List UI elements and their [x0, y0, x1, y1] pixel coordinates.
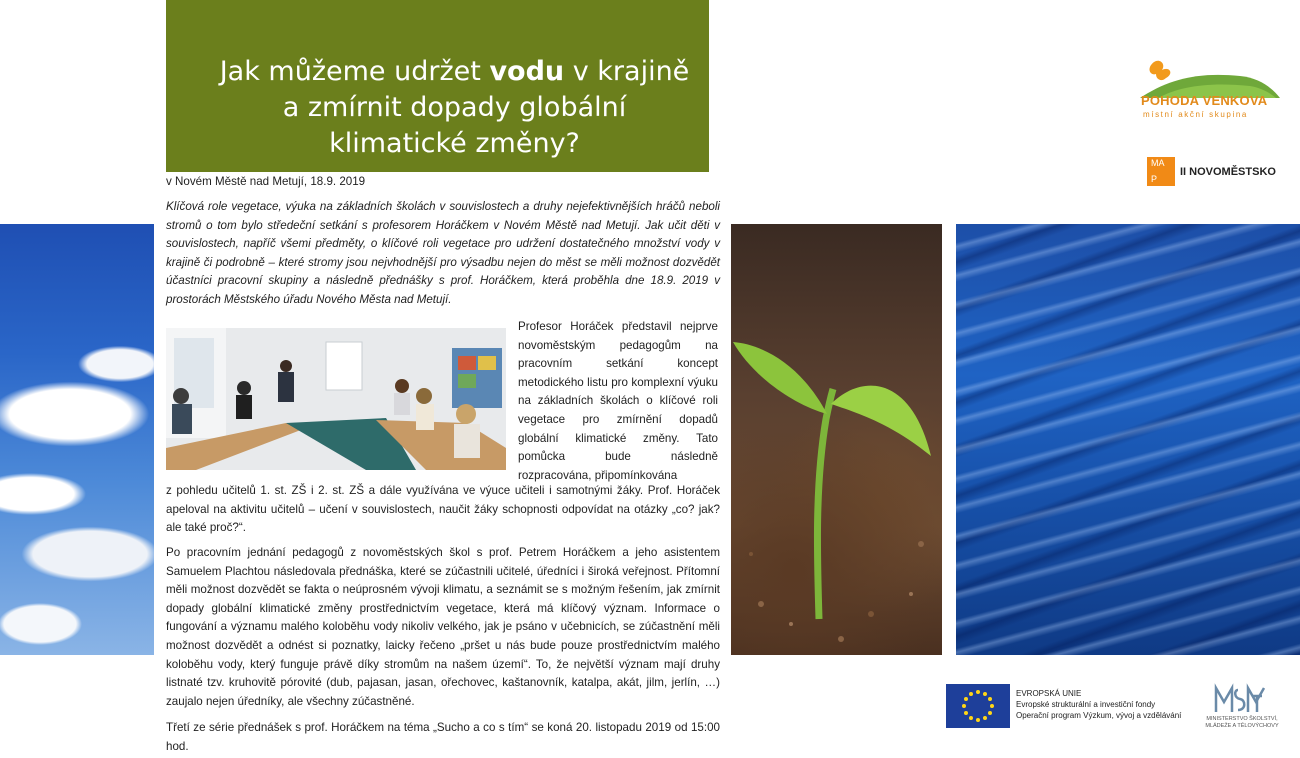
- pohoda-venkova-subtitle: místní akční skupina: [1143, 110, 1248, 119]
- map-logo-name: II NOVOMĚSTSKO: [1180, 166, 1276, 178]
- sprout-leaf-right: [831, 386, 931, 456]
- sprout-stem: [817, 389, 833, 619]
- soil-texture: [749, 541, 924, 642]
- paragraph-1-upper: Profesor Horáček představil nejprve novoměstským pedagogům na pracovním setkání koncept metodického listu pro komplexní výuku na základních školách o klíčové roli vegetace pro zmírnění dopadů globální klimatické změny. Tato pomůcka bude následně rozpracována, připomínkována: [518, 320, 718, 482]
- msmt-logo: [1206, 682, 1266, 716]
- eu-stars: [946, 684, 1010, 728]
- title-line2: a zmírnit dopady globální: [282, 92, 627, 123]
- water-photo: [956, 224, 1300, 655]
- intro-paragraph: Klíčová role vegetace, výuka na základních školách v souvislostech a druhy nejefektivnějších hráčů neboli stromů o tom bylo středeční setkání s profesorem Horáčkem v Novém Městě nad Metují. Jak učit děti v souvislostech, napříč všemi předměty, o klíčové roli vegetace pro udržení dostatečného množství vody v krajině či podrobně – které stromy jsou nejvhodnější pro výsadbu nejen do měst se měli možnost dozvědět účastníci pracovní skupiny a následně přednášky s prof. Horáčkem, která proběhla dne 18.9. 2019 v prostorách Městského úřadu Nového Města nad Metují.: [166, 200, 720, 306]
- paragraph-2: Po pracovním jednání pedagogů z novoměstských škol s prof. Petrem Horáčkem a jeho asistentem Samuelem Plachtou následovala přednáška, které se zúčastnili učitelé, úředníci i široká veřejnost. Přítomní měli možnost dozvědět se fakta o neúprosném vývoji klimatu, a seznámit se s možným řešením, jak zmírnit dopady globální klimatické změny prostřednictvím vegetace, která má klíčový význam. Informace o fungování a významu malého koloběhu vody nikoliv velkého, jak je psáno v učebnicích, se zúčastnění měli možnost dozvědět a odnést si poznatky, laicky řečeno „pršet u nás bude pouze prostřednictvím malého koloběhu vody, který funguje právě díky stromům na našem území“. To, že největší význam mají druhy listnaté tzv. kruhovitě pórovité (dub, pajasan, jasan, ořechovec, kaštanovník, katalpa, akát, jilm, jerlín, …) zaujalo nejen úředníky, ale všechny zúčastněné.: [166, 546, 720, 708]
- sprout-photo: [731, 224, 942, 655]
- map-logo-m: MA: [1151, 158, 1165, 168]
- dateline: v Novém Městě nad Metují, 18.9. 2019: [166, 175, 366, 188]
- pohoda-venkova-name: POHODA VENKOVA: [1141, 93, 1268, 108]
- eu-label-line2: Evropské strukturální a investiční fondy: [1016, 700, 1156, 709]
- page-title: [166, 54, 709, 162]
- msmt-label: MINISTERSTVO ŠKOLSTVÍ, MLÁDEŽE A TĚLOVÝCHOVY: [1205, 716, 1279, 729]
- map-logo-p: P: [1151, 174, 1158, 184]
- sky-photo: [0, 224, 154, 655]
- title-line1-bold: vodu: [489, 56, 565, 87]
- sprout-leaf-left: [733, 342, 827, 414]
- title-line1-suffix: v krajině: [564, 56, 690, 87]
- paragraph-1-lower: z pohledu učitelů 1. st. ZŠ i 2. st. ZŠ a dále využívána ve výuce učiteli i samotnými žáky. Prof. Horáček apeloval na aktivitu učitelů – učení v souvislostech, naučit žáky schopnosti odpovídat na otázky „co? jak? ale také proč?“.: [166, 484, 720, 535]
- eu-label-line1: EVROPSKÁ UNIE: [1016, 689, 1082, 698]
- title-banner: [166, 0, 709, 172]
- title-line3: klimatické změny?: [329, 128, 580, 159]
- title-line1-prefix: Jak můžeme udržet: [219, 56, 490, 87]
- eu-label-line3: Operační program Výzkum, vývoj a vzdělávání: [1016, 711, 1182, 720]
- sprout-illustration: [731, 224, 942, 655]
- eu-flag-logo: [946, 684, 1010, 728]
- classroom-illustration: [166, 328, 506, 470]
- classroom-photo: [166, 328, 506, 470]
- paragraph-3: Třetí ze série přednášek s prof. Horáčkem na téma „Sucho a co s tím“ se koná 20. listopadu 2019 od 15:00 hod.: [166, 721, 720, 753]
